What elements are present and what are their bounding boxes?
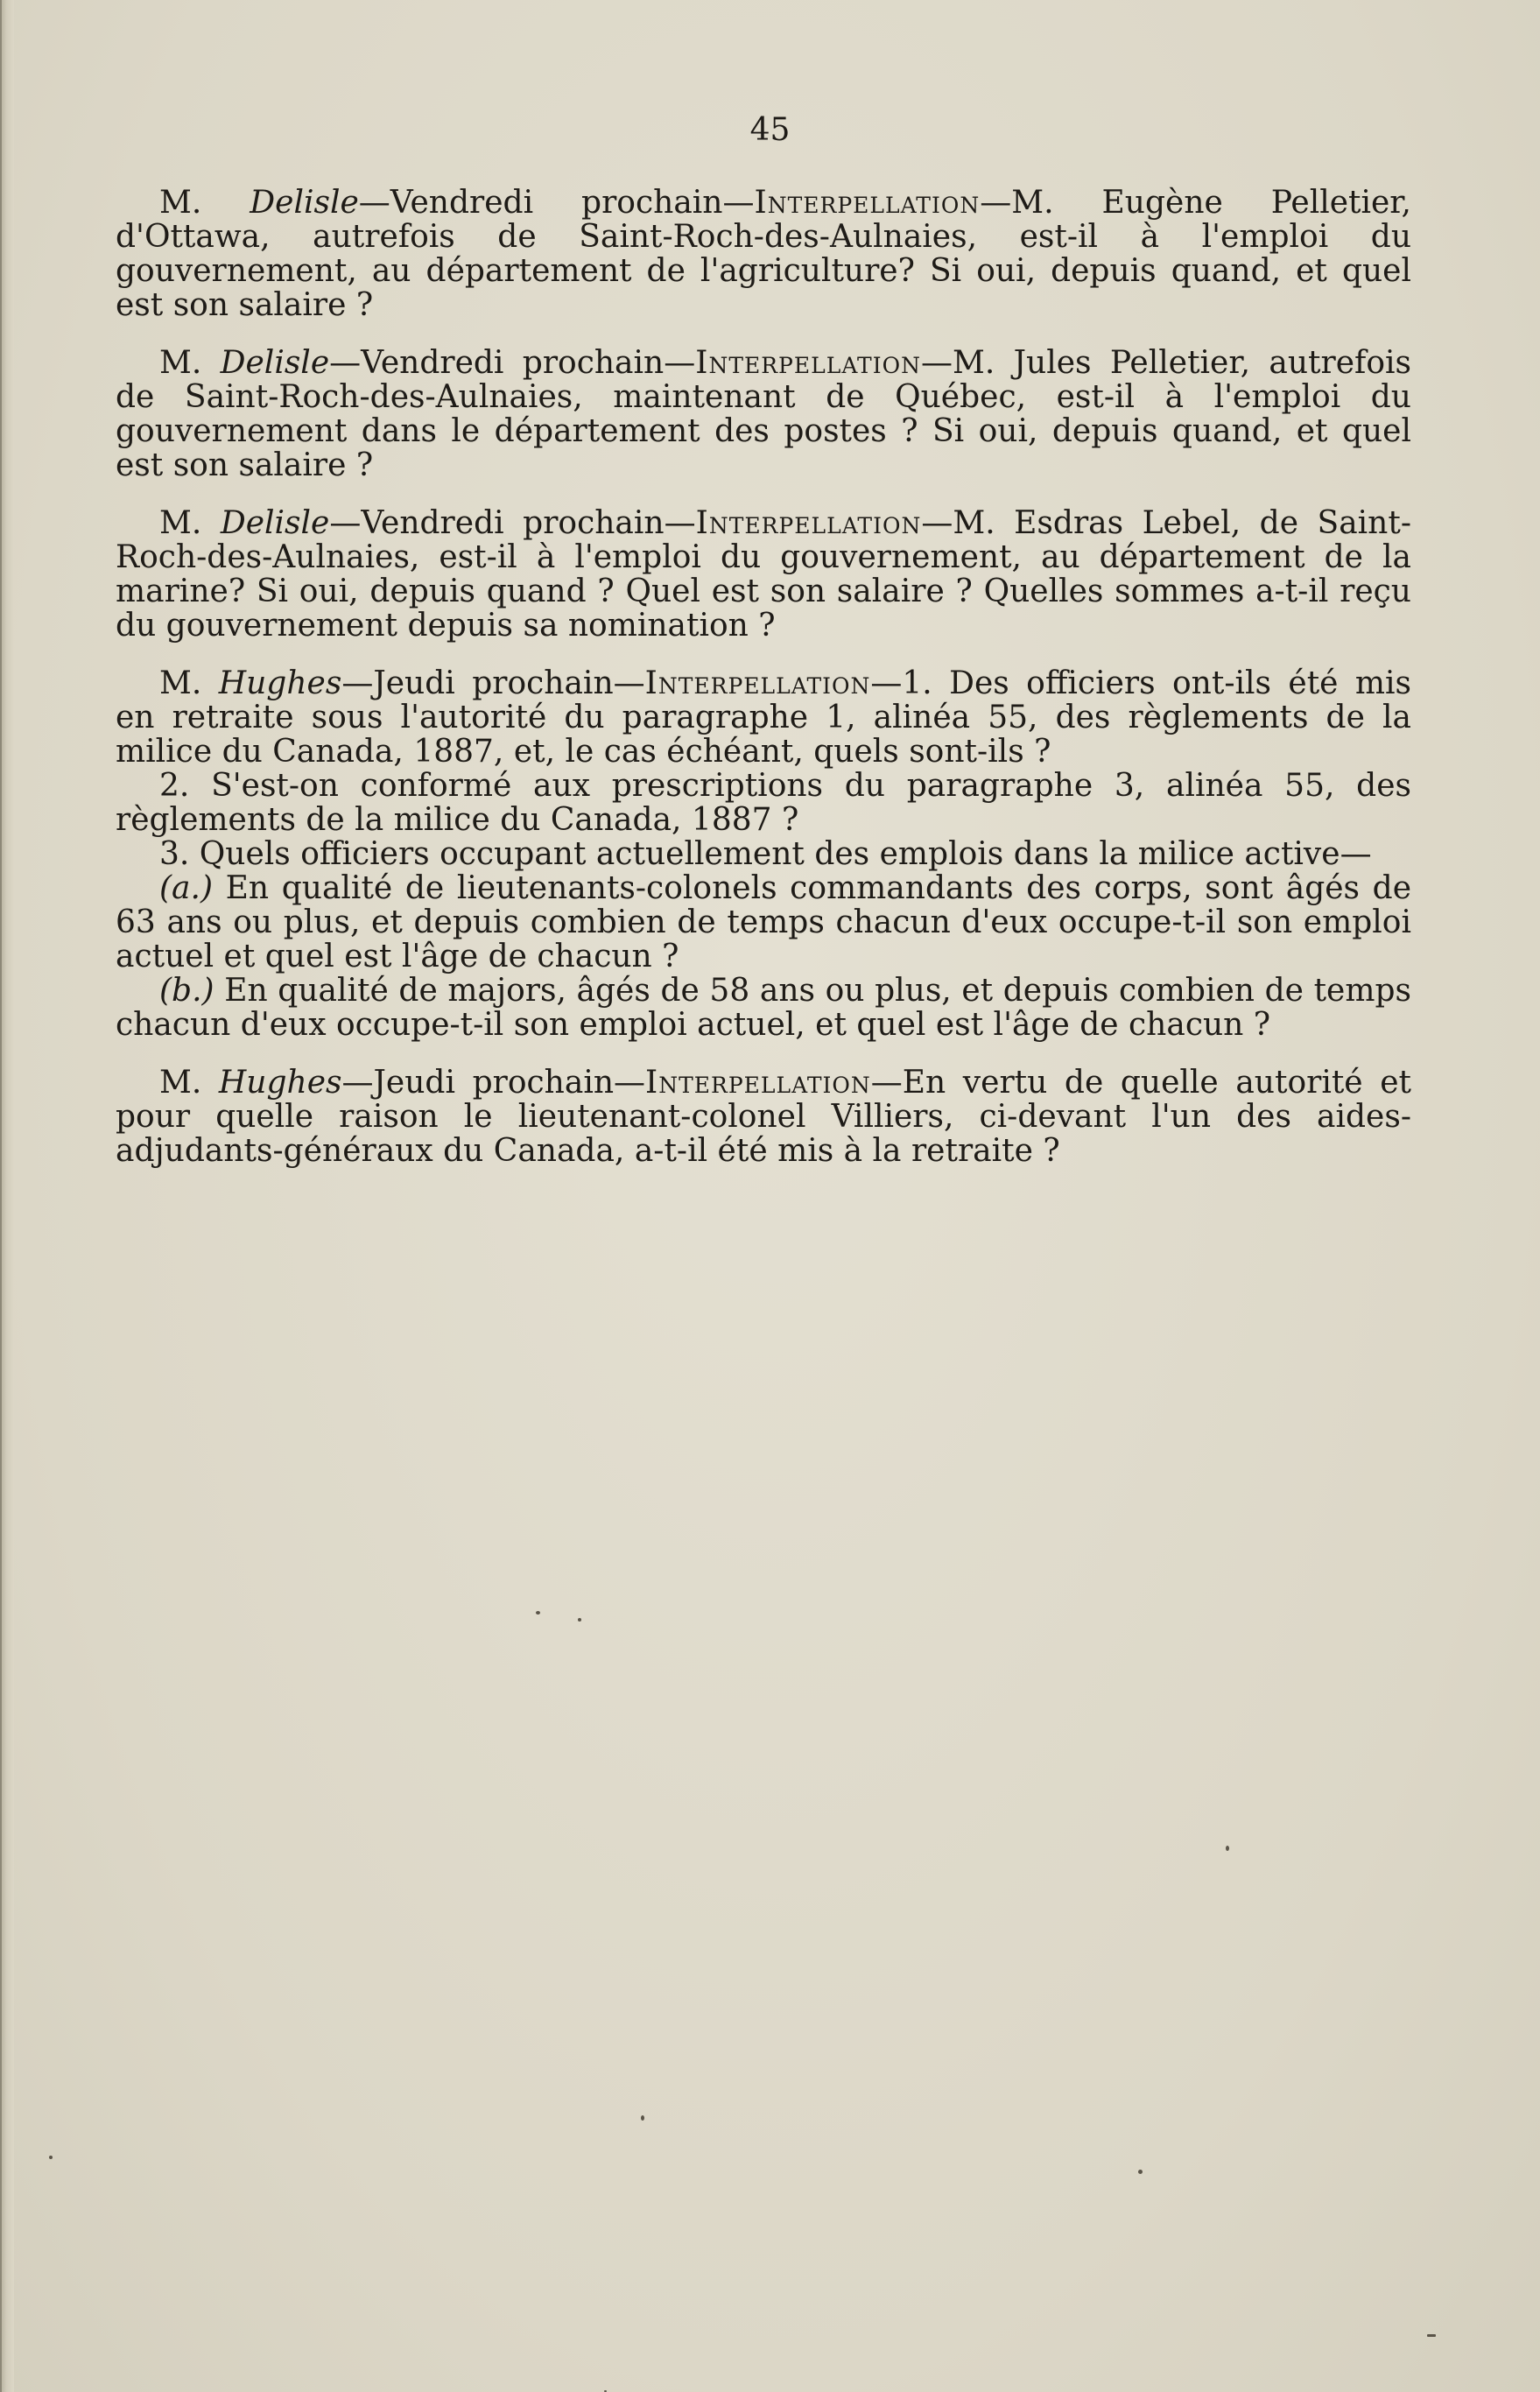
- item-a-label: (a.): [159, 870, 213, 906]
- entry-kind: Interpellation: [644, 665, 871, 701]
- speaker-prefix: M.: [159, 1065, 219, 1101]
- speaker-name: Hughes: [218, 665, 342, 701]
- text-column: [116, 186, 1411, 1192]
- entry-first-item: [116, 666, 1411, 769]
- entry-item-3: 3. Quels officiers occupant actuellement des emplois dans la milice active—: [159, 836, 1372, 872]
- interpellation-entry: [116, 506, 1411, 643]
- entry-text: —En vertu de quelle autorité et pour quelle raison le lieutenant-colonel Villiers, ci-devant l'un des aides-adjudants-généraux du Canada, a-t-il été mis à la retraite ?: [116, 1065, 1411, 1169]
- entry-kind: Interpellation: [754, 185, 981, 221]
- entry-day: —Vendredi prochain—: [358, 185, 755, 221]
- interpellation-entry: [116, 666, 1411, 1042]
- speaker-name: Hughes: [218, 1065, 342, 1101]
- entry-day: —Jeudi prochain—: [341, 1065, 646, 1101]
- scan-speck: [49, 2156, 53, 2159]
- scan-speck: [1226, 1846, 1229, 1851]
- entry-text: —M. Eugène Pelletier, d'Ottawa, autrefois de Saint-Roch-des-Aulnaies, est-il à l'emploi du gouvernement, au département de l'agriculture? Si oui, depuis quand, et quel est son salaire ?: [116, 185, 1412, 323]
- scan-speck: [578, 1618, 581, 1622]
- entry-day: —Jeudi prochain—: [341, 665, 645, 701]
- speaker-prefix: M.: [159, 185, 250, 221]
- item-b-text: En qualité de majors, âgés de 58 ans ou plus, et depuis combien de temps chacun d'eux occupe-t-il son emploi actuel, et quel est l'âge de chacun ?: [116, 973, 1411, 1043]
- speaker-name: Delisle: [220, 505, 330, 541]
- interpellation-entry: [116, 346, 1411, 482]
- item-a-text: En qualité de lieutenants-colonels commandants des corps, sont âgés de 63 ans ou plus, et depuis combien de temps chacun d'eux occupe-t-il son emploi actuel et quel est l'âge de chacun ?: [116, 870, 1411, 974]
- speaker-prefix: M.: [159, 345, 221, 381]
- interpellation-entry: [116, 1066, 1411, 1168]
- scan-speck: [1138, 2170, 1143, 2174]
- entry-item-b: [116, 974, 1411, 1042]
- page-binding-edge: [0, 0, 14, 2392]
- speaker-name: Delisle: [220, 345, 330, 381]
- page-number: 45: [749, 112, 791, 148]
- entry-text: —M. Esdras Lebel, de Saint-Roch-des-Aulnaies, est-il à l'emploi du gouvernement, au département de la marine? Si oui, depuis quand ? Quel est son salaire ? Quelles sommes a-t-il reçu du gouvernement depuis sa nomination ?: [116, 505, 1411, 644]
- speaker-prefix: M.: [159, 505, 221, 541]
- entry-day: —Vendredi prochain—: [329, 345, 696, 381]
- entry-kind: Interpellation: [645, 1065, 871, 1101]
- entry-item-2: 2. S'est-on conformé aux prescriptions du paragraphe 3, alinéa 55, des règlements de la milice du Canada, 1887 ?: [116, 768, 1411, 838]
- entry-day: —Vendredi prochain—: [329, 505, 696, 541]
- interpellation-entry: [116, 186, 1411, 322]
- entry-text: —M. Jules Pelletier, autrefois de Saint-Roch-des-Aulnaies, maintenant de Québec, est-il à l'emploi du gouvernement dans le département des postes ? Si oui, depuis quand, et quel est son salaire ?: [116, 345, 1412, 483]
- scan-speck: [641, 2115, 644, 2121]
- scan-speck: [536, 1611, 540, 1615]
- entry-kind: Interpellation: [695, 505, 922, 541]
- entry-kind: Interpellation: [695, 345, 921, 381]
- item-b-label: (b.): [159, 973, 214, 1009]
- entry-text: —1. Des officiers ont-ils été mis en retraite sous l'autorité du paragraphe 1, alinéa 55, des règlements de la milice du Canada, 1887, et, le cas échéant, quels sont-ils ?: [116, 665, 1412, 770]
- entry-item-a: [116, 871, 1411, 974]
- speaker-name: Delisle: [250, 185, 359, 221]
- speaker-prefix: M.: [159, 665, 219, 701]
- scan-speck: [1427, 2334, 1436, 2337]
